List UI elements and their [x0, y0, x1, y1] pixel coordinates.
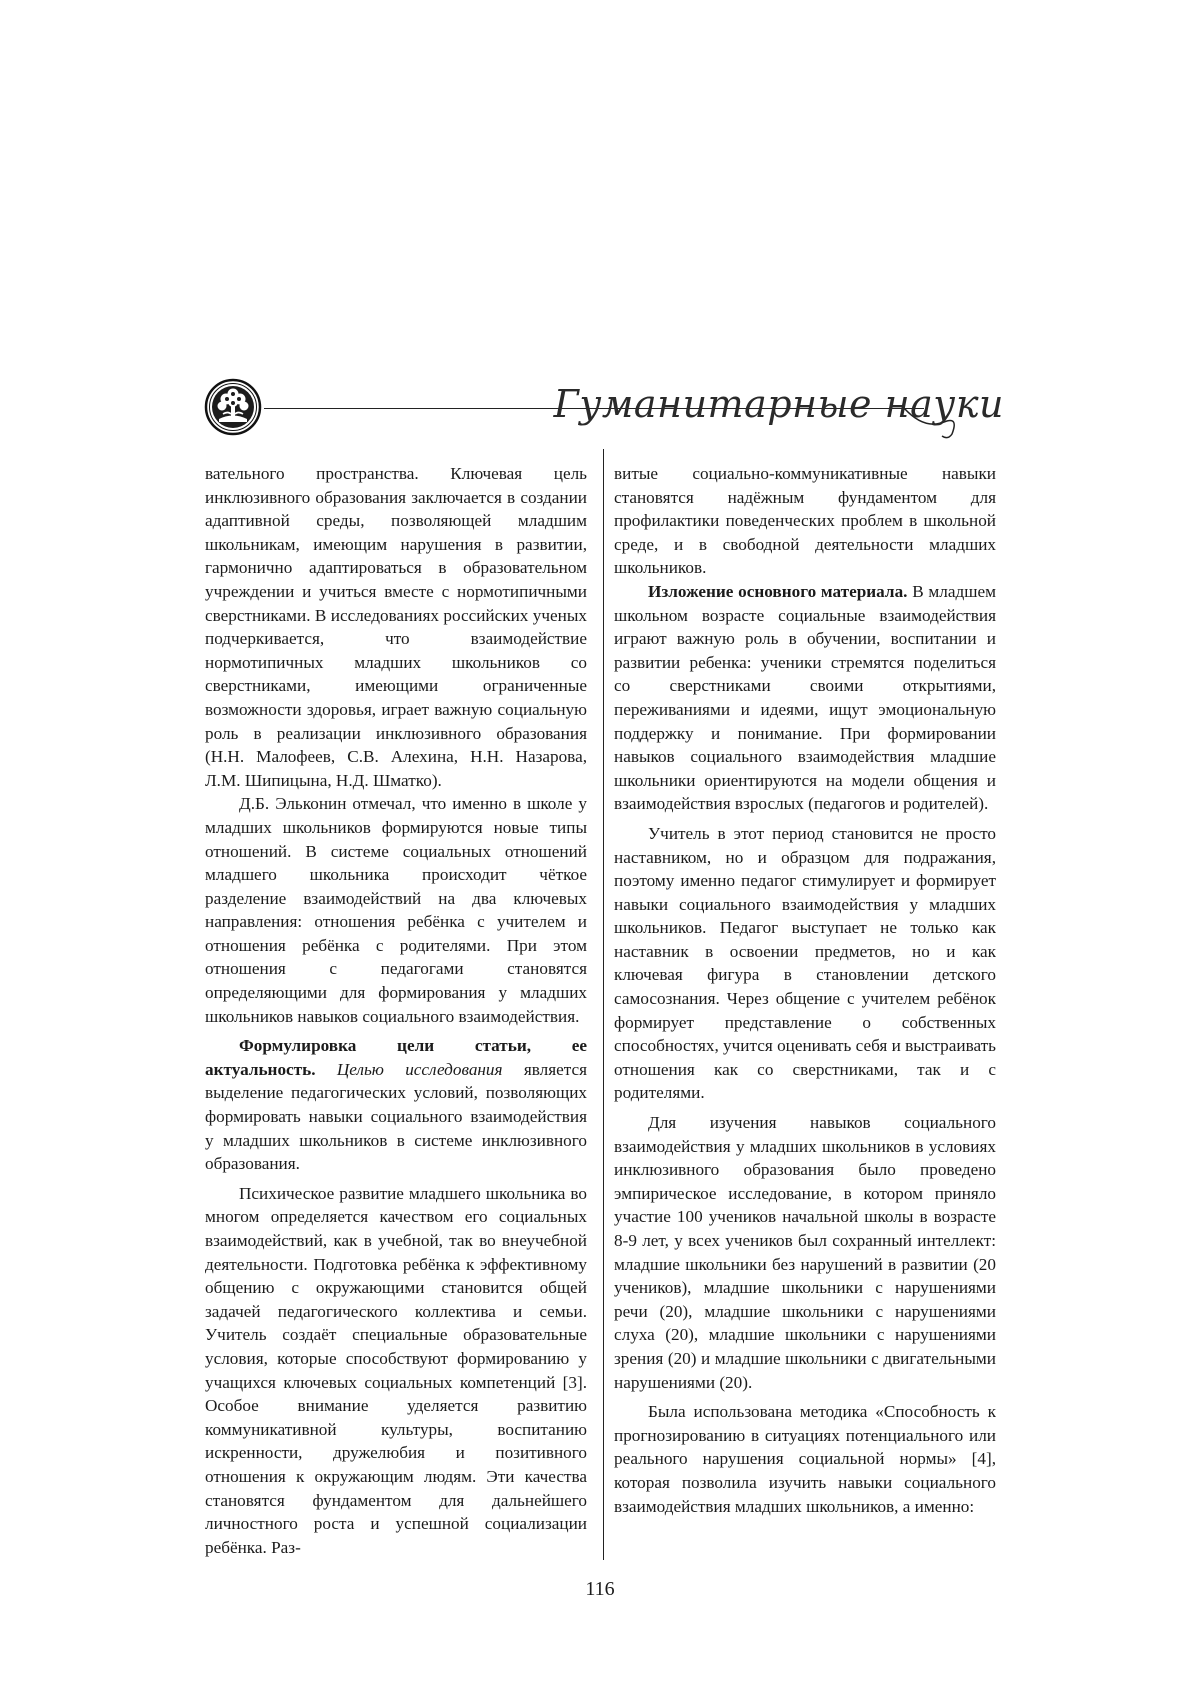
paragraph [205, 1034, 587, 1176]
section-heading: Изложение основного материала. [648, 581, 908, 601]
paragraph-text: В младшем школьном возрасте социальные взаимодействия играют важную роль в обучении, воспитании и развитии ребенка: ученики стремятся поделиться со сверстниками своими открытиями, переживаниями и идеями, ищут эмоциональную поддержку и понимание. При формировании навыков социального взаимодействия младшие школьники ориентируются на модели общения и взаимодействия взрослых (педагогов и родителей). [614, 581, 996, 814]
paragraph: Учитель в этот период становится не просто наставником, но и образцом для подражания, поэтому именно педагог стимулирует и формирует навыки социального взаимодействия у младших школьников. Педагог выступает не только как наставник в освоении предметов, но и как ключевая фигура в становлении детского самосознания. Через общение с учителем ребёнок формирует представление о собственных способностях, учится оценивать себя и выстраивать отношения как со сверстниками, так и с родителями. [614, 823, 996, 1103]
emphasis: Целью исследования [336, 1059, 503, 1079]
left-column [205, 462, 587, 1559]
paragraph: вательного пространства. Ключевая цель инклюзивного образования заключается в создании адаптивной среды, позволяющей младшим школьникам, имеющим нарушения в развитии, гармонично адаптироваться в образовательном учреждении и учиться вместе с нормотипичными сверстниками. В исследованиях российских ученых подчеркивается, что взаимодействие нормотипичных младших школьников со сверстниками, имеющими ограниченные возможности здоровья, играет важную социальную роль в реализации инклюзивного образования (Н.Н. Малофеев, С.В. Алехина, Н.Н. Назарова, Л.М. Шипицына, Н.Д. Шматко). [205, 464, 587, 790]
paragraph [614, 580, 996, 816]
paragraph: витые социально-коммуникативные навыки становятся надёжным фундаментом для профилактики поведенческих проблем в школьной среде, и в свободной деятельности младших школьников. [614, 464, 996, 578]
page-number: 116 [585, 1578, 615, 1600]
section-heading: Формулировка цели статьи, ее актуальность. [205, 1036, 587, 1079]
paragraph: Д.Б. Эльконин отмечал, что именно в школе у младших школьников формируются новые типы отношений. В системе социальных отношений младшего школьника происходит чёткое разделение взаимодействий на два ключевых направления: отношения ребёнка с учителем и отношения ребёнка с родителями. При этом отношения с педагогами становятся определяющими для формирования у младших школьников навыков социального взаимодействия. [205, 794, 587, 1026]
column-divider [603, 449, 604, 1560]
paragraph: Для изучения навыков социального взаимодействия у младших школьников в условиях инклюзивного образования было проведено эмпирическое исследование, в котором приняло участие 100 учеников начальной школы в возрасте 8-9 лет, у всех учеников был сохранный интеллект: младшие школьники без нарушений в развитии (20 учеников), младшие школьники с нарушениями речи (20), младшие школьники с нарушениями слуха (20), младшие школьники с нарушениями зрения (20) и младшие школьники с двигательными нарушениями (20). [614, 1113, 996, 1392]
right-column [614, 462, 996, 1518]
paragraph: Психическое развитие младшего школьника во многом определяется качеством его социальных взаимодействий, как в учебной, так во внеучебной деятельности. Подготовка ребёнка к эффективному общению с окружающими становится общей задачей педагогического коллектива и семьи. Учитель создаёт специальные образовательные условия, которые способствуют формированию у учащихся ключевых социальных компетенций [3]. Особое внимание уделяется развитию коммуникативной культуры, воспитанию искренности, дружелюбия и позитивного отношения к окружающим людям. Эти качества становятся фундаментом для дальнейшего личностного роста и успешной социализации ребёнка. Раз- [205, 1183, 587, 1557]
running-header [204, 378, 1004, 448]
paragraph: Была использована методика «Способность к прогнозированию в ситуациях потенциального или реального нарушения социальной нормы» [4], которая позволила изучить навыки социального взаимодействия младших школьников, а именно: [614, 1402, 996, 1516]
paragraph-text: является выделение педагогических условий, позволяющих формировать навыки социального взаимодействия у младших школьников в системе инклюзивного образования. [205, 1059, 588, 1174]
tree-emblem-icon [204, 378, 262, 436]
section-title: Гуманитарные науки [553, 382, 1004, 426]
